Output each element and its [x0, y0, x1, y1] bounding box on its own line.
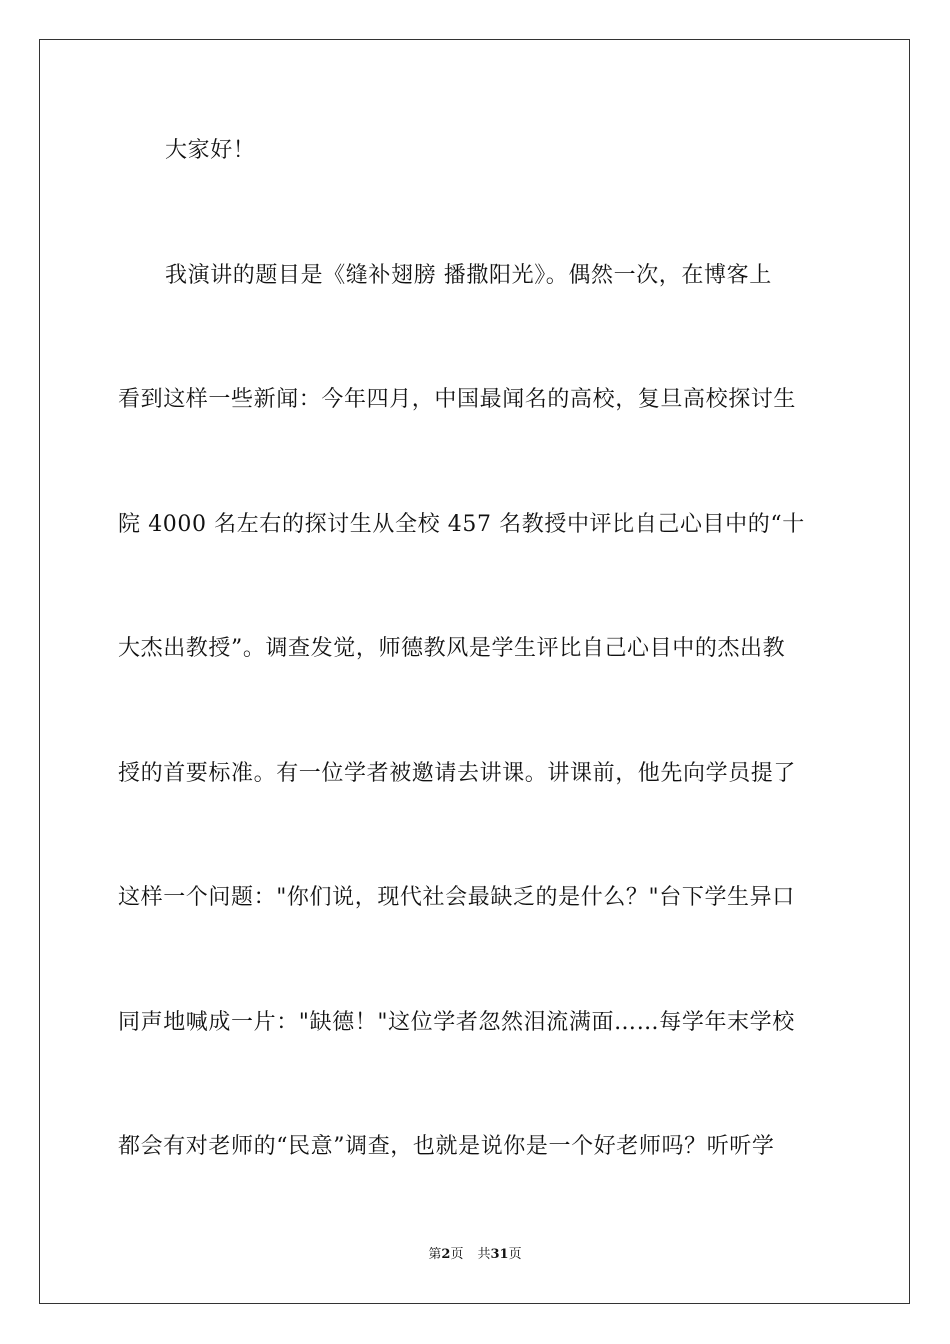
total-suffix: 页 — [508, 1247, 522, 1262]
body-line-2: 看到这样一些新闻：今年四月，中国最闻名的高校，复旦高校探讨生 — [118, 387, 797, 412]
page-prefix: 第 — [428, 1247, 442, 1262]
page-suffix: 页 — [450, 1247, 464, 1262]
page-number: 2 — [441, 1247, 451, 1262]
page-border — [39, 39, 910, 1304]
body-line-8: 都会有对老师的“民意”调查，也就是说你是一个好老师吗？听听学 — [118, 1134, 775, 1159]
body-line-4: 大杰出教授”。调查发觉，师德教风是学生评比自己心目中的杰出教 — [118, 636, 786, 661]
total-prefix: 共 — [477, 1247, 491, 1262]
body-line-7: 同声地喊成一片："缺德！"这位学者忽然泪流满面……每学年末学校 — [118, 1010, 795, 1035]
body-line-6: 这样一个问题："你们说，现代社会最缺乏的是什么？"台下学生异口 — [118, 885, 795, 910]
page-footer — [0, 1246, 950, 1264]
greeting-line: 大家好！ — [165, 138, 256, 163]
body-line-3: 院 4000 名左右的探讨生从全校 457 名教授中评比自己心目中的“十 — [118, 512, 805, 537]
body-line-1: 我演讲的题目是《缝补翅膀 播撒阳光》。偶然一次，在博客上 — [165, 263, 772, 288]
total-pages: 31 — [490, 1247, 509, 1262]
body-line-5: 授的首要标准。有一位学者被邀请去讲课。讲课前，他先向学员提了 — [118, 761, 797, 786]
